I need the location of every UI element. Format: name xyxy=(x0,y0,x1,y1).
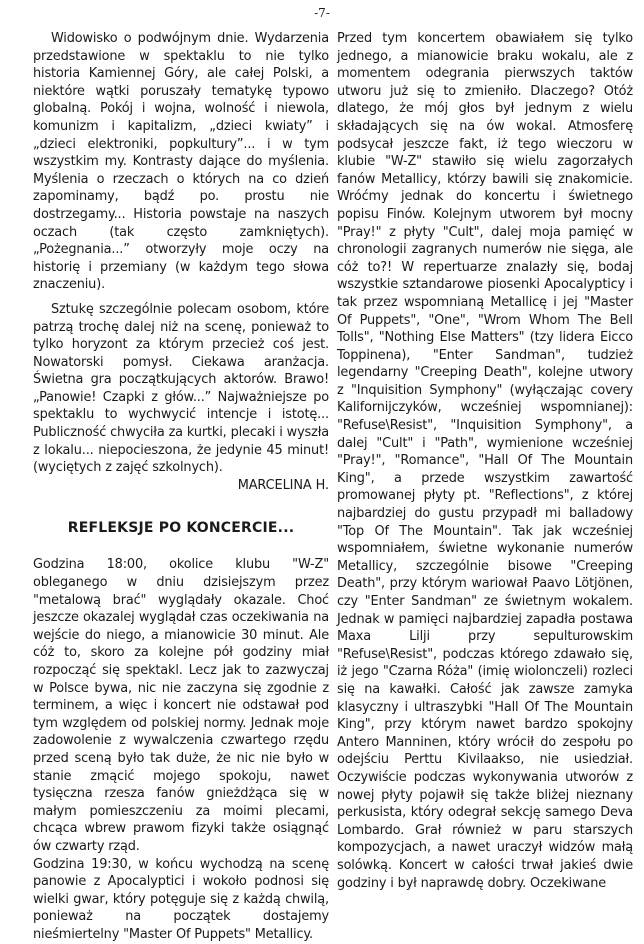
article-heading: REFLEKSJE PO KONCERCIE... xyxy=(67,520,295,537)
concert-paragraph: Przed tym koncertem obawiałem się tylko jednego, a mianowicie braku wokalu, ale z momentem odegrania pierwszych taktów utworu już się to zmieniło. Dlaczego? Otóż dlatego, że mój głos był jednym z wielu składających się na ów wokal. Atmosferę podsycał jeszcze fakt, iż tego wieczoru w klubie "W-Z" stawiło się wielu zagorzałych fanów Metallicy, którzy bawili się znakomicie. Wróćmy jednak do koncertu i świetnego popisu Finów. Kolejnym utworem był mocny "Pray!" z płyty "Cult", dalej moja pamięć w chronologii zagranych numerów nie sięga, ale cóż to?! W repertuarze znalazły się, bodaj wszystkie sztandarowe piosenki Apocalypticy i tak przez wspomnianą Metallicę i jej "Master Of Puppets", "One", "Wrom Whom The Bell Tolls", "Nothing Else Matters" (tzy lidera Eicco Toppinena), "Enter Sandman", tudzież legendarny "Creeping Death", kolejne utwory z "Inquisition Symphony" (wyłączając covery Kalifornijczyków, wcześniej wspomnianej): "Refuse\Resist", "Inquisition Symphony", a dalej "Cult" i "Path", wymienione wcześniej "Pray!", "Romance", "Hall Of The Mountain King", a przede wszystkim zawartość promowanej płyty pt. "Reflections", z której najbardziej do gustu przypadł mi balladowy "Top Of The Mountain". Tak jak wcześniej wspomniałem, świetne wykonanie numerów Metallicy, szczególnie bisowe "Creeping Death", przy którym wariował Paavo Lötjönen, czy "Enter Sandman" ze świetnym wokalem. Jednak w pamięci najbardziej zapadła postawa Maxa Lilji przy sepulturowskim "Refuse\Resist", podczas którego zdawało się, iż jego "Czarna Róża" (imię wiolonczeli) rozleci się na kawałki. Całość jak zawsze zamyka klasyczny i ultraszybki "Hall Of The Mountain King", przy którym nawet bardzo spokojny Antero Manninen, który wrócił do zespołu po odejściu Perttu Kivilaakso, nie usiedział. Oczywiście podczas wykonywania utworów z nowej płyty pojawił się także bliżej nieznany perkusista, który odegrał sekcję samego Deva Lombardo. Grał również w paru starszych kompozycjach, a nawet uraczył widzów małą solówką. Koncert w całości trwał jakieś dwie godziny i był naprawdę dobry. Oczekiwane xyxy=(337,31,633,891)
review-paragraph: Widowisko o podwójnym dnie. Wydarzenia przedstawione w spektaklu to nie tylko historia Kamiennej Góry, ale całej Polski, a niektóre wątki poruszały tematykę typowo globalną. Pokój i wojna, wolność i niewola, komunizm i kapitalizm, „dzieci kwiaty” i „dzieci elektroniki, popkultury”... i w tym wszystkim my. Kontrasty dające do myślenia. Myślenia o rzeczach o których na co dzień zapominamy, bądź po. prostu nie dostrzegamy... Historia powstaje na naszych oczach (tak często zamkniętych). „Pożegnania...” otworzyły moje oczy na historię i przemiany (w każdym tego słowa znaczeniu). xyxy=(33,31,329,293)
page-number: -7- xyxy=(314,6,330,20)
concert-paragraph: Godzina 18:00, okolice klubu "W-Z" obleganego w dniu dzisiejszym przez "metalową brać" wyglądały okazale. Choć jeszcze okazalej wyglądał czas oczekiwania na wejście do niego, a mianowicie 30 minut. Ale cóż to, skoro za kolejne pół godziny miał rozpocząć się spektakl. Lecz jak to zazwyczaj w Polsce bywa, nic nie zaczyna się zgodnie z terminem, a więc i koncert nie odstawał pod tym względem od polskiej normy. Jednak moje zadowolenie z wywalczenia czwartego rzędu przed sceną było tak duże, że nic nie było w stanie zmącić mojego spokoju, nawet tysięczna rzesza fanów gnieżdżąca się w małym pomieszczeniu za moimi plecami, chcąca wbrew prawom fizyki także osiągnąć ów czwarty rząd. xyxy=(33,557,329,854)
right-column xyxy=(337,30,633,892)
left-column xyxy=(33,30,329,944)
concert-paragraph: Godzina 19:30, w końcu wychodzą na scenę panowie z Apocalyptici i wokoło podnosi się wielki gwar, który potęguje się z każdą chwilą, ponieważ na początek dostajemy nieśmiertelny "Master Of Puppets" Metallicy. xyxy=(33,856,329,942)
author-signature: MARCELINA H. xyxy=(237,477,329,493)
review-paragraph: Sztukę szczególnie polecam osobom, które patrzą trochę dalej niż na scenę, ponieważ to tylko horyzont za którym przecież coś jest. Nowatorski pomysł. Ciekawa aranżacja. Świetna gra początkujących aktorów. Brawo! „Panowie! Czapki z głów...” Najważniejsze po spektaklu to wychwycić intencje i istotę... Publiczność chwyciła za kurtki, plecaki i wyszła z lokalu... niepocieszona, że jedynie 45 minut! (wyciętych z zajęć szkolnych). xyxy=(33,301,329,476)
